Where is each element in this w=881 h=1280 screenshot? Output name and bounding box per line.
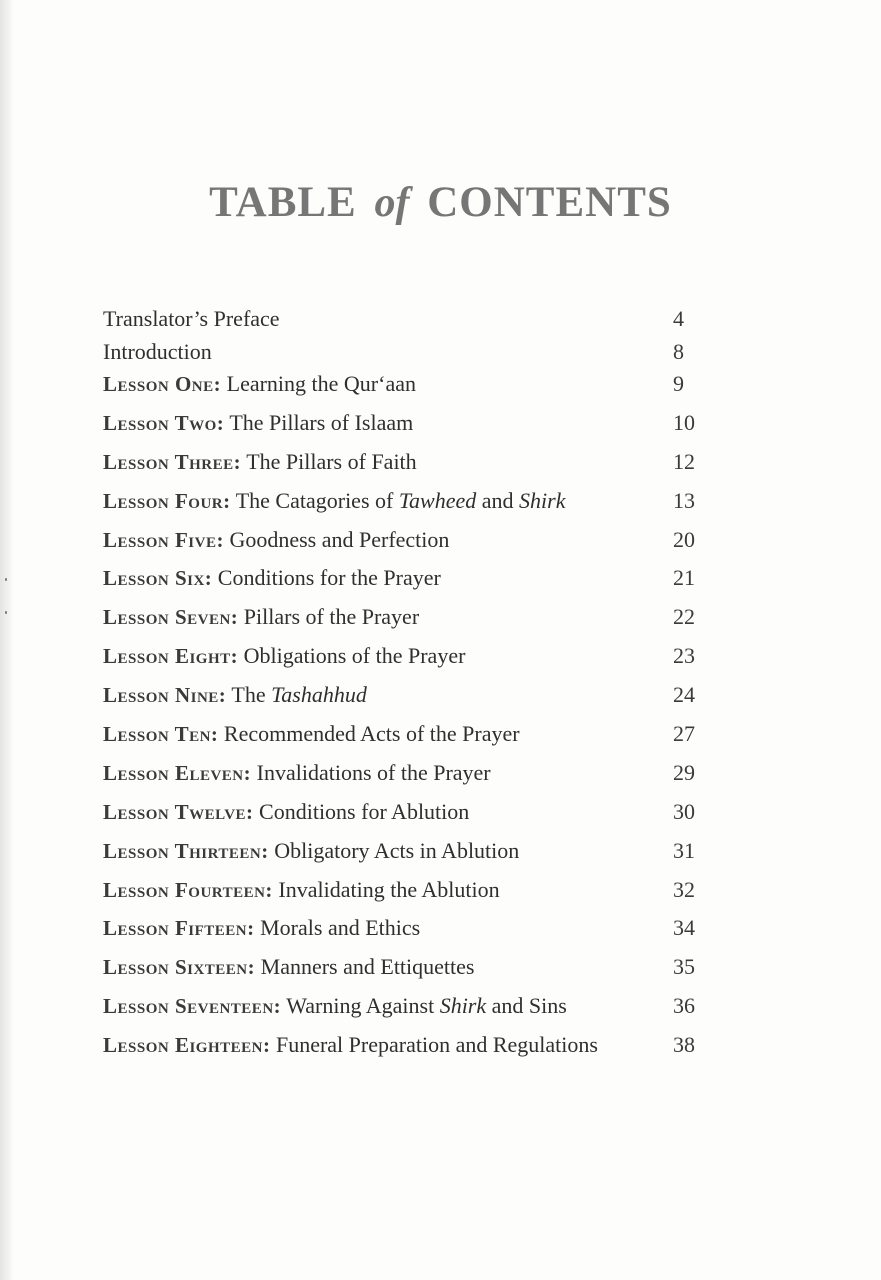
title-of: of (374, 180, 410, 226)
lesson-title: Recommended Acts of the Prayer (223, 721, 520, 747)
scan-speck (5, 578, 7, 581)
toc-entry-page: 20 (673, 526, 695, 552)
toc-entry-title (103, 1032, 598, 1058)
toc-entry-page: 32 (673, 876, 695, 902)
toc-entry-title (103, 410, 413, 436)
toc-entry-title (103, 449, 417, 475)
scan-speck (5, 611, 7, 614)
lesson-title: Morals and Ethics (260, 915, 421, 941)
toc-entry-lesson-eleven[interactable] (103, 760, 703, 799)
toc-entry-title (103, 604, 419, 630)
lesson-title-italic: Shirk (439, 993, 487, 1019)
lesson-title: Invalidating the Ablution (278, 876, 500, 902)
toc-entry-title (103, 799, 469, 825)
lesson-label: Lesson Eighteen: (103, 1033, 271, 1058)
lesson-title-italic: Shirk (519, 487, 566, 513)
toc-entry-lesson-eighteen[interactable] (103, 1032, 703, 1071)
lesson-title: Conditions for Ablution (259, 798, 470, 824)
toc-entry-lesson-three[interactable] (103, 449, 703, 488)
toc-entry-title (103, 565, 441, 591)
toc-entry-lesson-twelve[interactable] (103, 799, 703, 838)
lesson-title: Manners and Ettiquettes (260, 954, 475, 980)
lesson-label: Lesson Two: (103, 410, 225, 435)
lesson-title-part: The (231, 682, 266, 708)
lesson-label: Lesson Six: (103, 566, 213, 591)
toc-entry-page: 13 (673, 487, 695, 513)
toc-entry-page: 34 (673, 915, 695, 941)
toc-entry-title (103, 643, 465, 669)
toc-entry-lesson-two[interactable] (103, 410, 703, 449)
toc-entry-page: 8 (673, 338, 684, 364)
toc-entry-page: 31 (673, 837, 695, 863)
toc-entry-page: 4 (673, 306, 684, 331)
toc-entry-page: 21 (673, 565, 695, 591)
lesson-label: Lesson Nine: (103, 683, 227, 708)
toc-entry-page: 35 (673, 954, 695, 980)
lesson-label: Lesson Ten: (103, 722, 219, 747)
toc-entry-lesson-nine[interactable] (103, 682, 703, 721)
lesson-title: Goodness and Perfection (229, 526, 450, 552)
toc-entry-title (103, 721, 520, 747)
toc-entry-title (103, 527, 449, 553)
lesson-title-part: and Sins (491, 993, 567, 1019)
lesson-label: Lesson Twelve: (103, 799, 254, 824)
toc-entry-page: 12 (673, 448, 695, 474)
toc-entry-page: 24 (673, 682, 695, 708)
toc-entry-page: 23 (673, 643, 695, 669)
table-of-contents (103, 306, 703, 1071)
lesson-title: Invalidations of the Prayer (256, 759, 491, 785)
lesson-title: Pillars of the Prayer (243, 604, 420, 630)
toc-entry-page: 30 (673, 798, 695, 824)
lesson-label: Lesson Sixteen: (103, 955, 256, 980)
toc-entry-lesson-fifteen[interactable] (103, 915, 703, 954)
lesson-label: Lesson Eight: (103, 644, 239, 669)
lesson-title-italic: Tashahhud (271, 682, 367, 708)
lesson-label: Lesson Four: (103, 488, 231, 513)
lesson-title-part: and (481, 487, 514, 513)
toc-entry-page: 9 (673, 371, 684, 396)
toc-entry-lesson-six[interactable] (103, 565, 703, 604)
toc-entry-title: Translator’s Preface (103, 306, 280, 331)
toc-entry-translators-preface[interactable] (103, 306, 703, 339)
toc-entry-introduction[interactable] (103, 339, 703, 372)
toc-entry-lesson-seven[interactable] (103, 604, 703, 643)
toc-entry-title (103, 877, 500, 903)
lesson-title: The Pillars of Faith (246, 448, 417, 474)
toc-entry-title (103, 954, 474, 980)
toc-entry-title (103, 838, 519, 864)
lesson-title: Obligations of the Prayer (243, 643, 466, 669)
toc-entry-title (103, 915, 420, 941)
toc-entry-title: Introduction (103, 338, 212, 364)
lesson-label: Lesson Eleven: (103, 760, 252, 785)
toc-entry-page: 38 (673, 1032, 695, 1058)
lesson-label: Lesson Fourteen: (103, 877, 273, 902)
toc-entry-page: 36 (673, 993, 695, 1019)
lesson-label: Lesson Seventeen: (103, 994, 282, 1019)
toc-entry-title (103, 993, 567, 1019)
toc-entry-title (103, 682, 367, 708)
lesson-title-part: Warning Against (286, 993, 435, 1019)
toc-entry-lesson-eight[interactable] (103, 643, 703, 682)
lesson-title: Learning the Qur‘aan (226, 371, 416, 396)
lesson-title: Obligatory Acts in Ablution (274, 837, 520, 863)
toc-entry-title (103, 488, 565, 514)
lesson-label: Lesson One: (103, 372, 222, 396)
toc-entry-page: 22 (673, 604, 695, 630)
lesson-label: Lesson Fifteen: (103, 916, 255, 941)
lesson-title: Funeral Preparation and Regulations (275, 1032, 598, 1058)
lesson-label: Lesson Three: (103, 449, 242, 474)
toc-entry-lesson-five[interactable] (103, 527, 703, 566)
toc-entry-title (103, 371, 416, 397)
page-title (0, 178, 881, 227)
toc-entry-lesson-sixteen[interactable] (103, 954, 703, 993)
toc-entry-lesson-four[interactable] (103, 488, 703, 527)
toc-entry-lesson-fourteen[interactable] (103, 877, 703, 916)
toc-entry-page: 27 (673, 721, 695, 747)
lesson-label: Lesson Thirteen: (103, 838, 269, 863)
toc-entry-title (103, 760, 491, 786)
toc-entry-page: 10 (673, 409, 695, 435)
lesson-label: Lesson Five: (103, 527, 224, 552)
lesson-label: Lesson Seven: (103, 605, 239, 630)
lesson-title: The Pillars of Islaam (229, 409, 414, 435)
toc-entry-lesson-one[interactable] (103, 371, 703, 410)
title-contents: CONTENTS (427, 179, 672, 226)
toc-entry-lesson-ten[interactable] (103, 721, 703, 760)
lesson-title-part: The Catagories of (235, 487, 394, 513)
lesson-title: Conditions for the Prayer (217, 565, 441, 591)
toc-entry-lesson-thirteen[interactable] (103, 838, 703, 877)
title-table: TABLE (209, 179, 357, 226)
toc-entry-lesson-seventeen[interactable] (103, 993, 703, 1032)
toc-entry-page: 29 (673, 759, 695, 785)
lesson-title-italic: Tawheed (398, 487, 477, 513)
